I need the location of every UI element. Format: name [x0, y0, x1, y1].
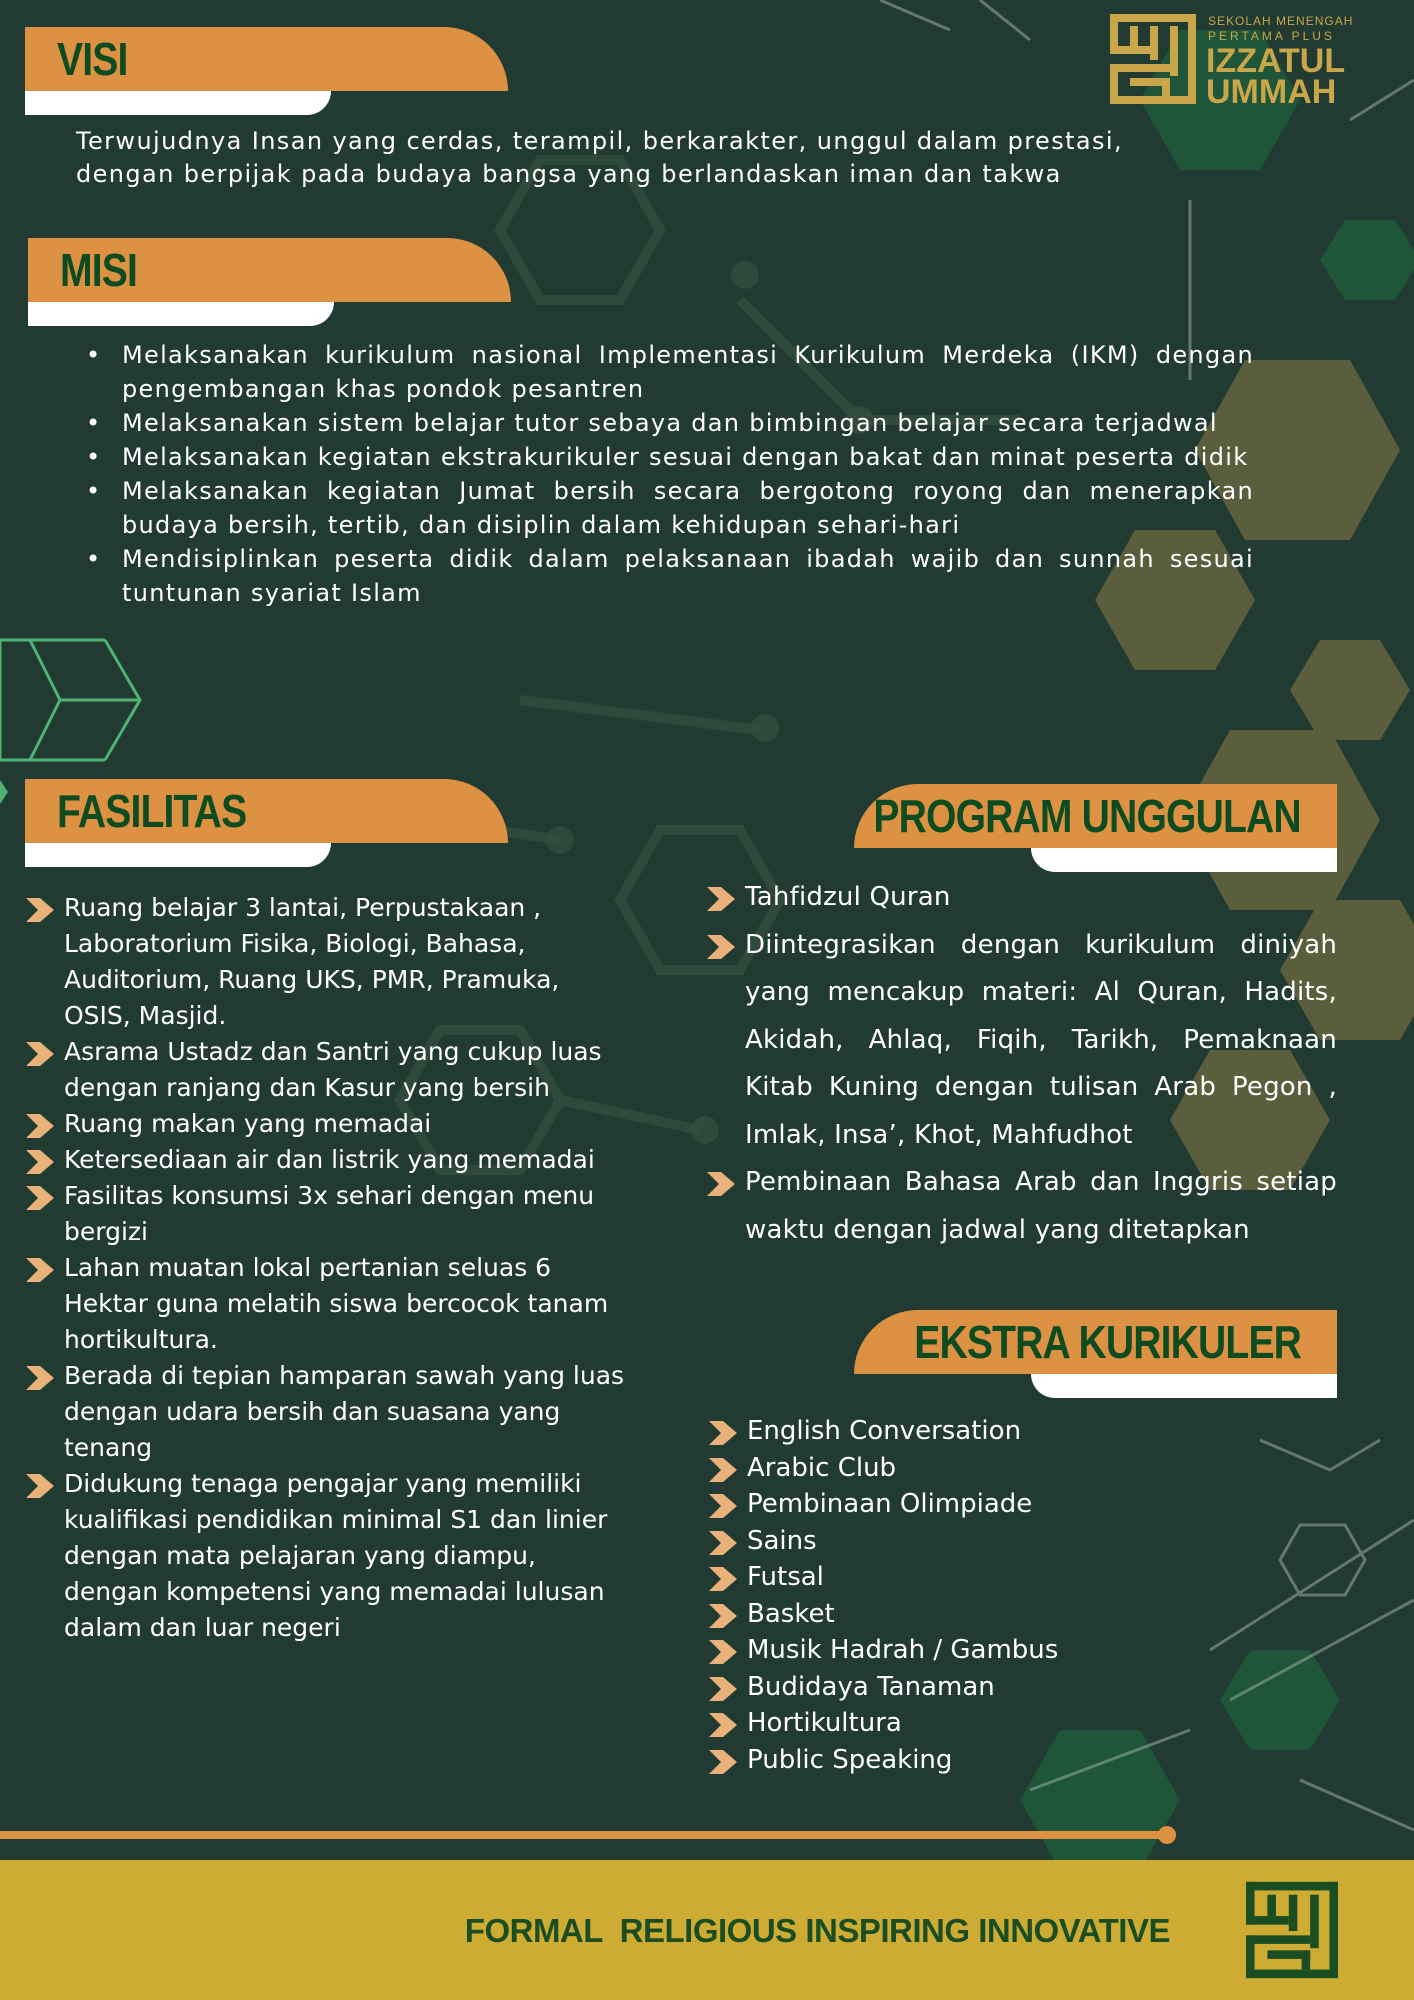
program-list — [745, 874, 1337, 1254]
chevron-right-icon — [709, 1604, 737, 1628]
misi-item: • Melaksanakan kurikulum nasional Implementasi Kurikulum Merdeka (IKM) dengan pengembangan khas pondok pesantren — [122, 338, 1254, 406]
chevron-right-icon — [707, 887, 735, 911]
fasilitas-item: Asrama Ustadz dan Santri yang cukup luas dengan ranjang dan Kasur yang bersih — [64, 1034, 634, 1106]
program-item: Pembinaan Bahasa Arab dan Inggris setiap waktu dengan jadwal yang ditetapkan — [745, 1159, 1337, 1254]
misi-item: • Mendisiplinkan peserta didik dalam pelaksanaan ibadah wajib dan sunnah sesuai tuntunan syariat Islam — [122, 542, 1254, 610]
misi-heading — [28, 238, 511, 328]
misi-item: • Melaksanakan sistem belajar tutor sebaya dan bimbingan belajar secara terjadwal — [122, 406, 1254, 440]
ekstra-item: Hortikultura — [747, 1705, 1307, 1742]
kufic-logo-icon — [1110, 14, 1196, 104]
logo-school-line1: SEKOLAH MENENGAH — [1208, 14, 1354, 28]
ekstra-item: Musik Hadrah / Gambus — [747, 1632, 1307, 1669]
footer-band — [0, 1860, 1414, 2000]
ekstra-item: Pembinaan Olimpiade — [747, 1486, 1307, 1523]
misi-item: • Melaksanakan kegiatan ekstrakurikuler sesuai dengan bakat dan minat peserta didik — [122, 440, 1254, 474]
visi-text — [76, 125, 1276, 191]
chevron-right-icon — [709, 1713, 737, 1737]
visi-heading — [25, 27, 508, 117]
visi-text-line2: dengan berpijak pada budaya bangsa yang berlandaskan iman dan takwa — [76, 160, 1062, 188]
chevron-right-icon — [709, 1494, 737, 1518]
fasilitas-heading — [25, 779, 508, 869]
ekstra-item: Basket — [747, 1596, 1307, 1633]
chevron-right-icon — [709, 1640, 737, 1664]
chevron-right-icon — [707, 935, 735, 959]
chevron-right-icon — [709, 1677, 737, 1701]
footer-slogan: FORMAL RELIGIOUS INSPIRING INNOVATIVE — [464, 1912, 1170, 1949]
chevron-right-icon — [26, 1042, 54, 1066]
divider-dot — [1158, 1826, 1176, 1844]
visi-title: VISI — [57, 33, 128, 85]
fasilitas-title: FASILITAS — [57, 785, 247, 837]
fasilitas-item: Fasilitas konsumsi 3x sehari dengan menu bergizi — [64, 1178, 634, 1250]
chevron-right-icon — [709, 1458, 737, 1482]
ekstra-list — [747, 1413, 1307, 1778]
fasilitas-list — [64, 890, 634, 1646]
logo-school-line2: PERTAMA PLUS — [1208, 29, 1335, 43]
fasilitas-item: Ketersediaan air dan listrik yang memadai — [64, 1142, 634, 1178]
ekstra-item: Arabic Club — [747, 1450, 1307, 1487]
ekstra-item: Public Speaking — [747, 1742, 1307, 1779]
ekstra-title: EKSTRA KURIKULER — [914, 1316, 1301, 1368]
chevron-right-icon — [26, 898, 54, 922]
logo-name-line2: UMMAH — [1206, 73, 1337, 111]
misi-list — [122, 338, 1254, 610]
ekstra-item: Futsal — [747, 1559, 1307, 1596]
ekstra-item: English Conversation — [747, 1413, 1307, 1450]
fasilitas-item: Lahan muatan lokal pertanian seluas 6 Hektar guna melatih siswa bercocok tanam hortikultura. — [64, 1250, 634, 1358]
chevron-right-icon — [26, 1150, 54, 1174]
visi-text-line1: Terwujudnya Insan yang cerdas, terampil, berkarakter, unggul dalam prestasi, — [76, 127, 1124, 155]
fasilitas-item: Ruang belajar 3 lantai, Perpustakaan , Laboratorium Fisika, Biologi, Bahasa, Auditorium, Ruang UKS, PMR, Pramuka, OSIS, Masjid. — [64, 890, 634, 1034]
misi-title: MISI — [60, 244, 137, 296]
logo-name-line1: IZZATUL — [1206, 42, 1346, 80]
program-item: Tahfidzul Quran — [745, 874, 1337, 922]
program-title: PROGRAM UNGGULAN — [873, 790, 1301, 842]
misi-item: • Melaksanakan kegiatan Jumat bersih secara bergotong royong dan menerapkan budaya bersih, tertib, dan disiplin dalam kehidupan sehari-hari — [122, 474, 1254, 542]
chevron-right-icon — [709, 1567, 737, 1591]
fasilitas-item: Didukung tenaga pengajar yang memiliki kualifikasi pendidikan minimal S1 dan linier dengan mata pelajaran yang diampu, dengan kompetensi yang memadai lulusan dalam dan luar negeri — [64, 1466, 634, 1646]
fasilitas-item: Berada di tepian hamparan sawah yang luas dengan udara bersih dan suasana yang tenang — [64, 1358, 634, 1466]
chevron-right-icon — [707, 1172, 735, 1196]
divider-line — [0, 1831, 1166, 1839]
chevron-right-icon — [709, 1531, 737, 1555]
ekstra-item: Budidaya Tanaman — [747, 1669, 1307, 1706]
chevron-right-icon — [709, 1750, 737, 1774]
ekstra-item: Sains — [747, 1523, 1307, 1560]
kufic-logo-icon — [1246, 1880, 1338, 1980]
fasilitas-item: Ruang makan yang memadai — [64, 1106, 634, 1142]
chevron-right-icon — [26, 1258, 54, 1282]
chevron-right-icon — [709, 1421, 737, 1445]
chevron-right-icon — [26, 1366, 54, 1390]
program-heading — [854, 784, 1337, 876]
chevron-right-icon — [26, 1474, 54, 1498]
chevron-right-icon — [26, 1186, 54, 1210]
ekstra-heading — [854, 1310, 1337, 1402]
program-item: Diintegrasikan dengan kurikulum diniyah yang mencakup materi: Al Quran, Hadits, Akidah, Ahlaq, Fiqih, Tarikh, Pemaknaan Kitab Kuning dengan tulisan Arab Pegon , Imlak, Insa’, Khot, Mahfudhot — [745, 922, 1337, 1160]
chevron-right-icon — [26, 1114, 54, 1138]
